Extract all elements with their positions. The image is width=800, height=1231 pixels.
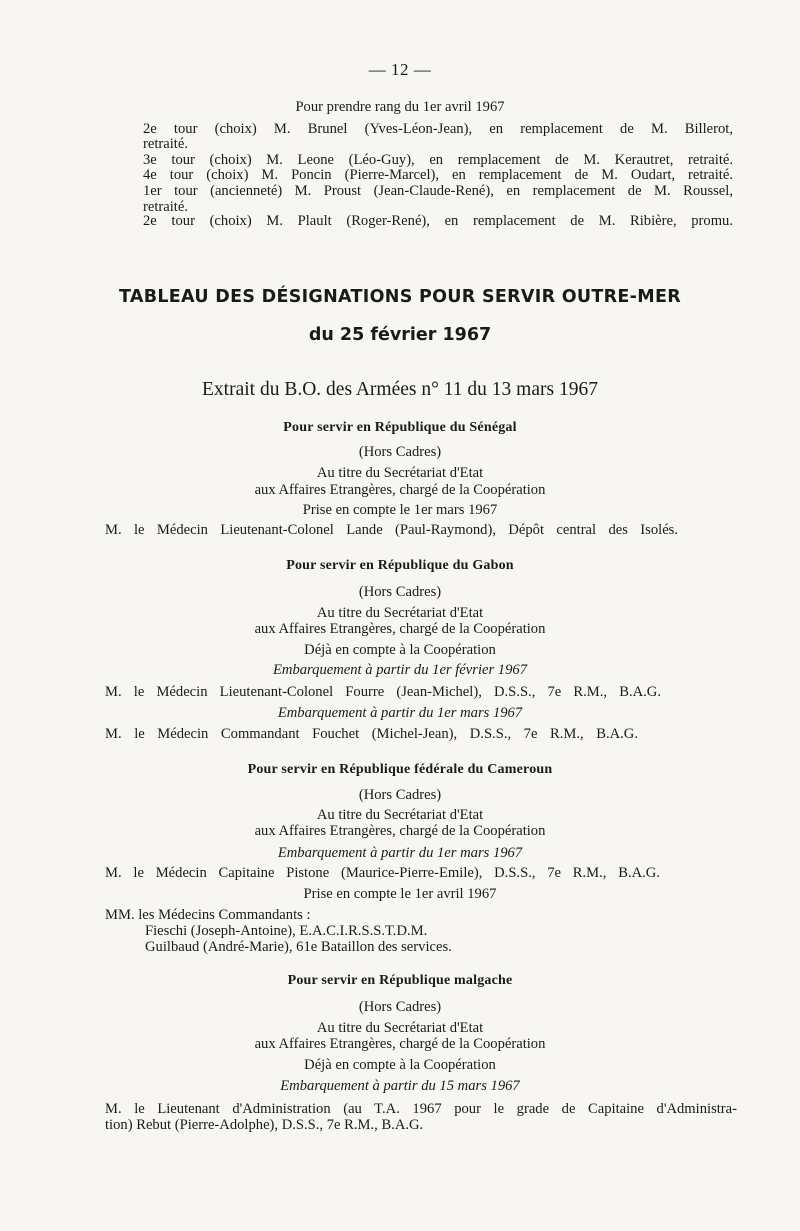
entry-line: M. le Médecin Capitaine Pistone (Maurice-Pierre-Emile), D.S.S., 7e R.M., B.A.G. — [105, 865, 660, 881]
page-number: — 12 — — [368, 60, 432, 79]
embarquement-line: Embarquement à partir du 15 mars 1967 — [280, 1078, 520, 1094]
titre-line: Au titre du Secrétariat d'Etat — [316, 605, 484, 621]
deja-line: Déjà en compte à la Coopération — [304, 642, 496, 658]
hors-cadres: (Hors Cadres) — [358, 444, 442, 460]
page-subtitle: du 25 février 1967 — [308, 325, 492, 345]
titre-line: Au titre du Secrétariat d'Etat — [316, 807, 484, 823]
section-heading-senegal: Pour servir en République du Sénégal — [283, 420, 517, 435]
intro-heading: Pour prendre rang du 1er avril 1967 — [295, 99, 505, 115]
prise-line: Prise en compte le 1er avril 1967 — [303, 886, 497, 902]
intro-line: 2e tour (choix) M. Plault (Roger-René), en remplacement de M. Ribière, promu. — [143, 213, 733, 229]
entry-line: Guilbaud (André-Marie), 61e Bataillon des services. — [145, 939, 452, 955]
embarquement-line: Embarquement à partir du 1er février 1967 — [272, 662, 527, 678]
intro-line: 2e tour (choix) M. Brunel (Yves-Léon-Jean), en remplacement de M. Billerot, — [143, 121, 733, 137]
hors-cadres: (Hors Cadres) — [358, 787, 442, 803]
entry-line: tion) Rebut (Pierre-Adolphe), D.S.S., 7e R.M., B.A.G. — [105, 1117, 424, 1133]
entry-line: M. le Lieutenant d'Administration (au T.A. 1967 pour le grade de Capitaine d'Administra- — [105, 1101, 737, 1117]
hors-cadres: (Hors Cadres) — [358, 999, 442, 1015]
entry-line: M. le Médecin Lieutenant-Colonel Lande (Paul-Raymond), Dépôt central des Isolés. — [105, 522, 678, 538]
entry-line: Fieschi (Joseph-Antoine), E.A.C.I.R.S.S.T.D.M. — [145, 923, 428, 939]
embarquement-line: Embarquement à partir du 1er mars 1967 — [277, 845, 523, 861]
intro-line: 4e tour (choix) M. Poncin (Pierre-Marcel), en remplacement de M. Oudart, retraité. — [143, 167, 733, 183]
entry-line: M. le Médecin Commandant Fouchet (Michel-Jean), D.S.S., 7e R.M., B.A.G. — [105, 726, 638, 742]
intro-line: 3e tour (choix) M. Leone (Léo-Guy), en remplacement de M. Kerautret, retraité. — [143, 152, 733, 168]
page-title: TABLEAU DES DÉSIGNATIONS POUR SERVIR OUTRE-MER — [118, 287, 681, 307]
titre-line: aux Affaires Etrangères, chargé de la Coopération — [254, 621, 546, 637]
intro-line: retraité. — [143, 136, 188, 152]
intro-line: retraité. — [143, 199, 188, 215]
titre-line: Au titre du Secrétariat d'Etat — [316, 1020, 484, 1036]
deja-line: Déjà en compte à la Coopération — [304, 1057, 496, 1073]
titre-line: aux Affaires Etrangères, chargé de la Coopération — [254, 823, 546, 839]
titre-line: Au titre du Secrétariat d'Etat — [316, 465, 484, 481]
section-heading-cameroun: Pour servir en République fédérale du Cameroun — [247, 762, 553, 777]
intro-line: 1er tour (ancienneté) M. Proust (Jean-Claude-René), en remplacement de M. Roussel, — [143, 183, 733, 199]
section-heading-gabon: Pour servir en République du Gabon — [286, 558, 514, 573]
extrait-line: Extrait du B.O. des Armées n° 11 du 13 mars 1967 — [202, 379, 598, 400]
entry-line: MM. les Médecins Commandants : — [105, 907, 311, 923]
titre-line: aux Affaires Etrangères, chargé de la Coopération — [254, 482, 546, 498]
titre-line: aux Affaires Etrangères, chargé de la Coopération — [254, 1036, 546, 1052]
hors-cadres: (Hors Cadres) — [358, 584, 442, 600]
prise-line: Prise en compte le 1er mars 1967 — [302, 502, 498, 518]
embarquement-line: Embarquement à partir du 1er mars 1967 — [277, 705, 523, 721]
entry-line: M. le Médecin Lieutenant-Colonel Fourre (Jean-Michel), D.S.S., 7e R.M., B.A.G. — [105, 684, 661, 700]
section-heading-malgache: Pour servir en République malgache — [287, 973, 513, 988]
